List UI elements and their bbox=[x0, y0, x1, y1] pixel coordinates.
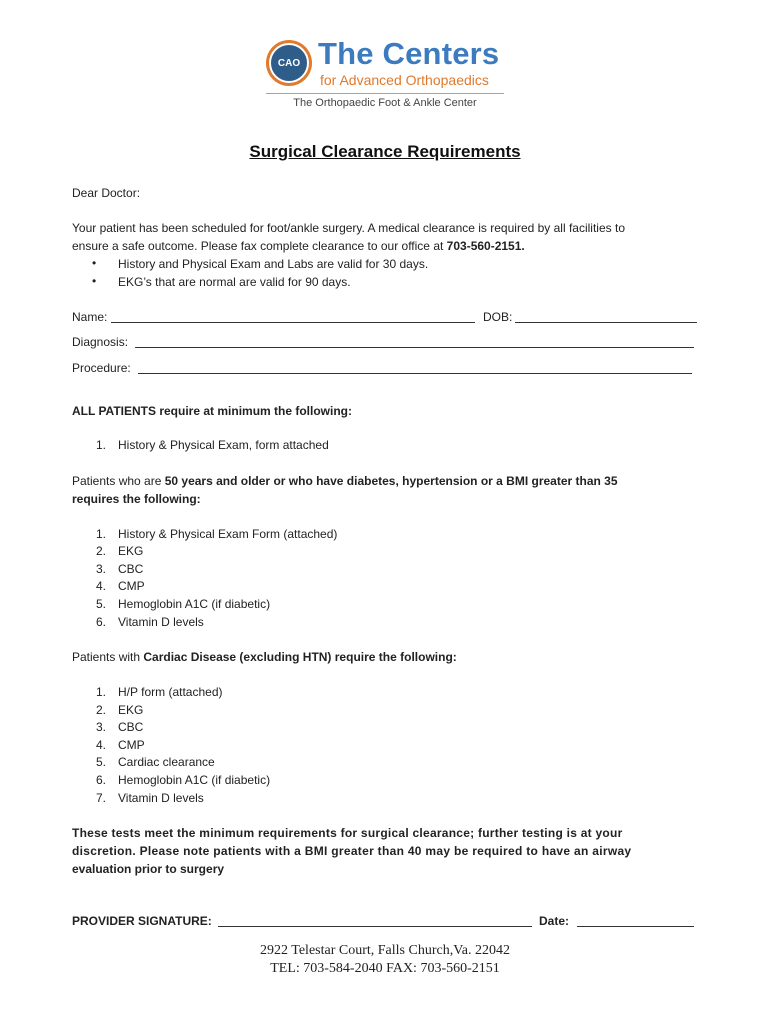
logo bbox=[266, 38, 506, 94]
name-field[interactable] bbox=[111, 322, 475, 323]
list-number: 5. bbox=[96, 755, 107, 769]
list-item: History & Physical Exam Form (attached) bbox=[118, 527, 338, 541]
footer-address: 2922 Telestar Court, Falls Church,Va. 22042 bbox=[260, 943, 510, 958]
older-patients-intro bbox=[72, 474, 618, 488]
list-number: 1. bbox=[96, 438, 107, 452]
intro-line-2-text: ensure a safe outcome. Please fax complete clearance to our office at bbox=[72, 239, 447, 253]
logo-badge-text: CAO bbox=[269, 43, 309, 83]
list-item: CBC bbox=[118, 720, 144, 734]
bullet-icon: • bbox=[92, 274, 97, 288]
list-item: Hemoglobin A1C (if diabetic) bbox=[118, 597, 271, 611]
procedure-field[interactable] bbox=[138, 373, 692, 374]
list-number: 1. bbox=[96, 685, 107, 699]
date-field[interactable] bbox=[577, 926, 694, 927]
list-number: 6. bbox=[96, 773, 107, 787]
older-patients-criteria: 50 years and older or who have diabetes, hypertension or a BMI greater than 35 bbox=[164, 474, 618, 488]
list-item: H/P form (attached) bbox=[118, 685, 223, 699]
list-item: EKG bbox=[118, 544, 144, 558]
intro-line-1: Your patient has been scheduled for foot/ankle surgery. A medical clearance is required by all facilities to bbox=[72, 221, 625, 235]
list-item: EKG bbox=[118, 703, 144, 717]
dob-label: DOB: bbox=[483, 310, 513, 324]
list-item: Vitamin D levels bbox=[118, 791, 204, 805]
list-item: CBC bbox=[118, 562, 144, 576]
note-line-2: discretion. Please note patients with a BMI greater than 40 may be required to have an airway bbox=[72, 844, 632, 858]
signature-field[interactable] bbox=[218, 926, 532, 927]
signature-label: PROVIDER SIGNATURE: bbox=[72, 914, 212, 928]
diagnosis-field[interactable] bbox=[135, 347, 694, 348]
date-label: Date: bbox=[539, 914, 570, 928]
list-number: 2. bbox=[96, 544, 107, 558]
list-number: 4. bbox=[96, 579, 107, 593]
cardiac-patients-intro-text: Patients with bbox=[72, 650, 144, 664]
list-item: Hemoglobin A1C (if diabetic) bbox=[118, 773, 271, 787]
list-item: Cardiac clearance bbox=[118, 755, 215, 769]
cardiac-patients-intro bbox=[72, 650, 457, 664]
list-number: 7. bbox=[96, 791, 107, 805]
logo-name: The Centers bbox=[318, 36, 500, 71]
dob-field[interactable] bbox=[515, 322, 697, 323]
sub-center-name: The Orthopaedic Foot & Ankle Center bbox=[293, 97, 477, 109]
older-patients-intro-text: Patients who are bbox=[72, 474, 165, 488]
note-line-3: evaluation prior to surgery bbox=[72, 862, 225, 876]
bullet-icon: • bbox=[92, 256, 97, 270]
list-item: Vitamin D levels bbox=[118, 615, 204, 629]
fax-number: 703-560-2151. bbox=[446, 239, 525, 253]
list-item: History & Physical Exam, form attached bbox=[118, 438, 329, 452]
list-number: 4. bbox=[96, 738, 107, 752]
logo-badge-icon bbox=[266, 40, 312, 86]
intro-line-2 bbox=[72, 239, 525, 253]
procedure-label: Procedure: bbox=[72, 361, 131, 375]
list-number: 6. bbox=[96, 615, 107, 629]
name-label: Name: bbox=[72, 310, 108, 324]
note-line-1: These tests meet the minimum requirements for surgical clearance; further testing is at your bbox=[72, 826, 623, 840]
logo-tagline: for Advanced Orthopaedics bbox=[320, 72, 489, 88]
validity-bullet: History and Physical Exam and Labs are valid for 30 days. bbox=[118, 257, 429, 271]
footer-contact: TEL: 703-584-2040 FAX: 703-560-2151 bbox=[270, 961, 500, 976]
list-number: 1. bbox=[96, 527, 107, 541]
validity-bullet: EKG’s that are normal are valid for 90 days. bbox=[118, 275, 351, 289]
list-number: 3. bbox=[96, 562, 107, 576]
cardiac-patients-criteria: Cardiac Disease (excluding HTN) require the following: bbox=[143, 650, 457, 664]
list-number: 5. bbox=[96, 597, 107, 611]
all-patients-heading: ALL PATIENTS require at minimum the following: bbox=[72, 404, 353, 418]
list-number: 2. bbox=[96, 703, 107, 717]
greeting: Dear Doctor: bbox=[72, 186, 141, 200]
list-item: CMP bbox=[118, 579, 145, 593]
list-number: 3. bbox=[96, 720, 107, 734]
logo-divider bbox=[266, 93, 504, 94]
older-patients-intro-line-2: requires the following: bbox=[72, 492, 201, 506]
page-title: Surgical Clearance Requirements bbox=[249, 142, 521, 161]
list-item: CMP bbox=[118, 738, 145, 752]
diagnosis-label: Diagnosis: bbox=[72, 335, 129, 349]
